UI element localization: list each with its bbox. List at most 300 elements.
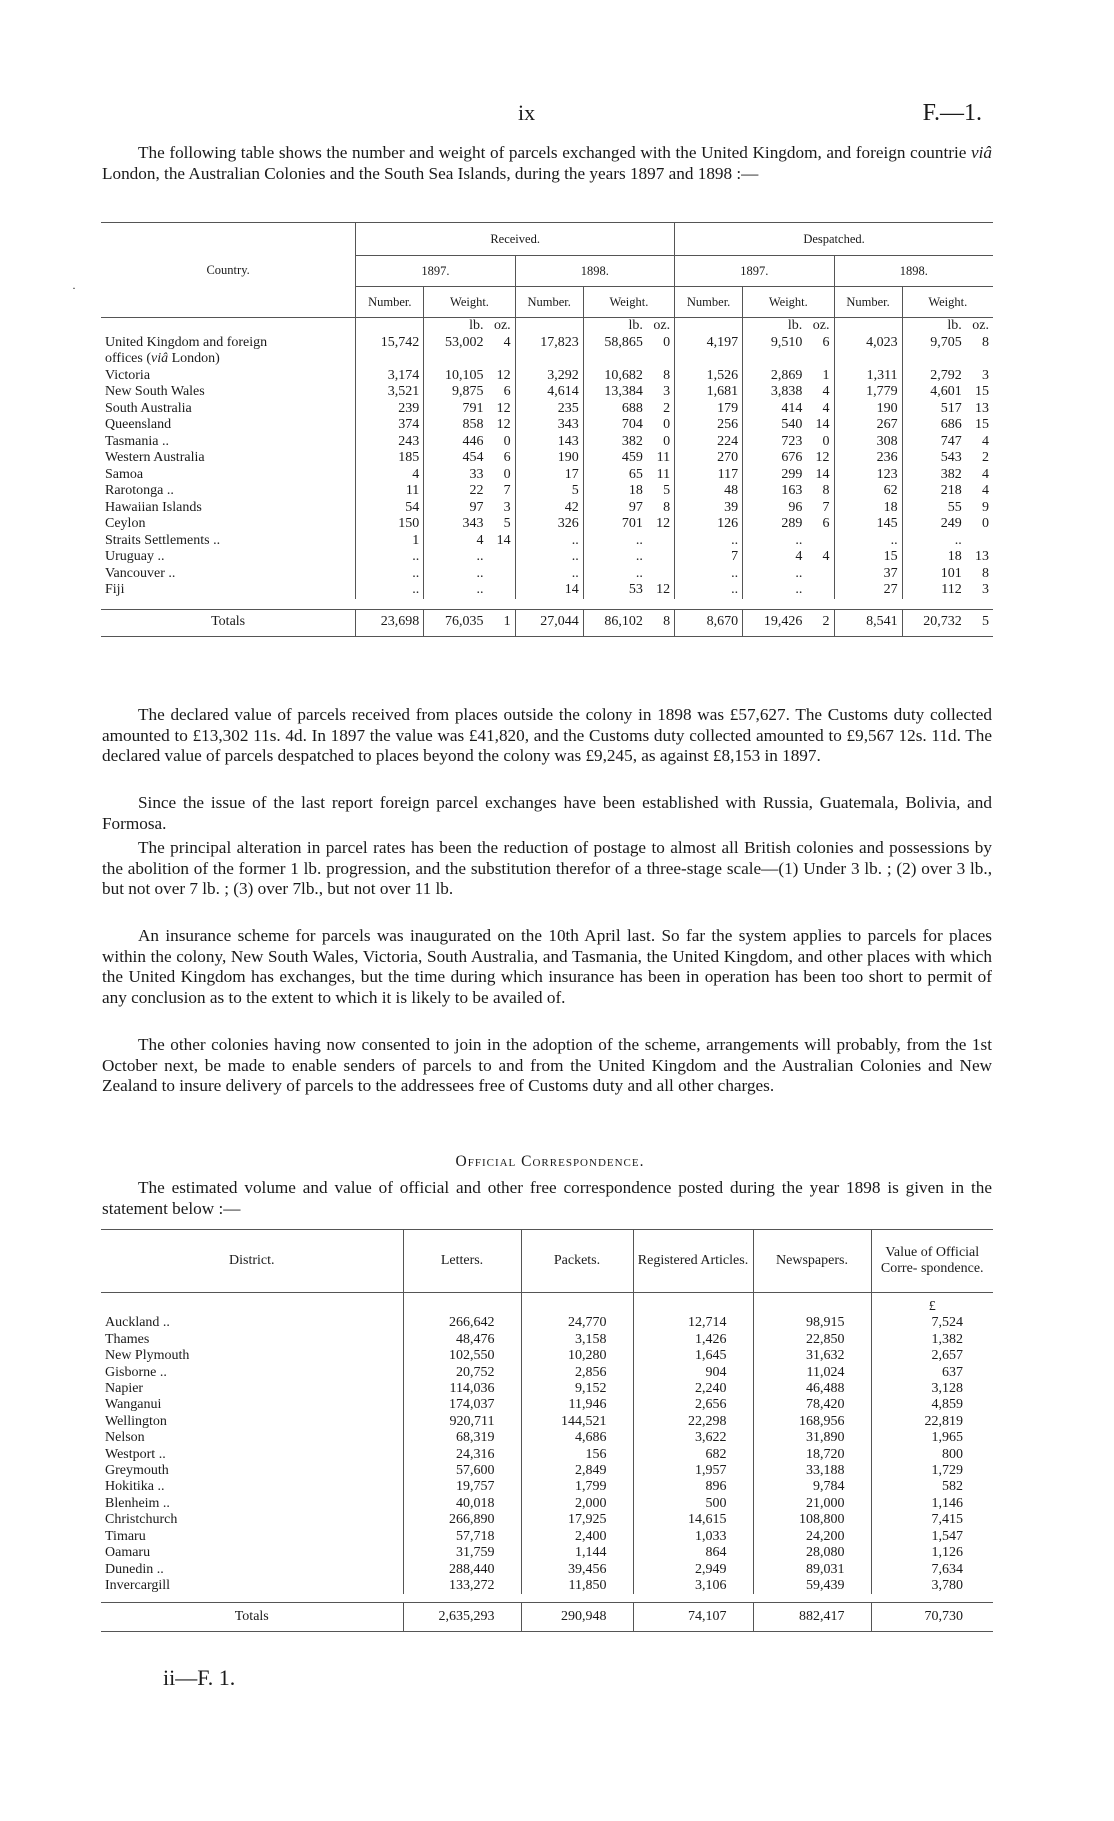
- weight-lb-cell: 382: [583, 434, 647, 451]
- weight-lb-cell: 22: [424, 483, 488, 500]
- packets-cell: 2,856: [521, 1365, 633, 1381]
- weight-oz-cell: 14: [496, 532, 511, 548]
- number-cell: ..: [515, 566, 583, 583]
- table-row: [101, 1545, 993, 1561]
- weight-oz-cell: 2: [982, 450, 989, 465]
- packets-cell: 2,849: [521, 1463, 633, 1479]
- number-cell: 1,779: [834, 384, 902, 401]
- unit-lb: lb.: [902, 318, 966, 335]
- unit-lb: lb.: [743, 318, 807, 335]
- weight-oz-cell: 4: [982, 483, 989, 498]
- paragraph-other-colonies: The other colonies having now consented to join in the adoption of the scheme, arrangements will probably, from the 1st October next, be made to enable senders of parcels to and from the United Kingdom and the Australian Colonies and New Zealand to insure delivery of parcels to the addressees free of Customs duty and all other charges.: [102, 1035, 992, 1096]
- table-row: [101, 434, 993, 451]
- table-row: [101, 1365, 993, 1381]
- value-header: Value of Official Corre- spondence.: [871, 1230, 993, 1293]
- table-row: [101, 566, 993, 583]
- number-cell: 15: [834, 549, 902, 566]
- packets-cell: 9,152: [521, 1381, 633, 1397]
- packets-cell: 10,280: [521, 1348, 633, 1364]
- value-cell: 637: [871, 1365, 993, 1381]
- weight-lb-cell: 459: [583, 450, 647, 467]
- table-row: [101, 1562, 993, 1578]
- value-cell: 1,126: [871, 1545, 993, 1561]
- letters-cell: 57,600: [403, 1463, 521, 1479]
- registered-cell: 22,298: [633, 1414, 753, 1430]
- weight-lb-cell: ..: [902, 533, 966, 550]
- registered-cell: 3,622: [633, 1430, 753, 1446]
- weight-oz-cell: [806, 566, 834, 583]
- number-cell: 4,197: [675, 335, 743, 368]
- unit-oz: oz.: [972, 318, 989, 333]
- weight-lb-cell: 4: [424, 533, 488, 550]
- value-cell: 1,965: [871, 1430, 993, 1446]
- table-row: [101, 368, 993, 385]
- currency-spacer: [521, 1293, 633, 1316]
- weight-lb-cell: 704: [583, 417, 647, 434]
- weight-lb-cell: 343: [424, 516, 488, 533]
- weight-oz-cell: 3: [503, 499, 511, 515]
- number-cell: 256: [675, 417, 743, 434]
- district-name: Blenheim ..: [105, 1495, 170, 1511]
- weight-oz-cell: 4: [982, 433, 989, 449]
- country-label: New South Wales: [105, 384, 205, 399]
- unit-oz: oz.: [493, 318, 511, 333]
- newspapers-cell: 24,200: [753, 1529, 871, 1545]
- number-cell: 243: [356, 434, 424, 451]
- district-name: Wellington: [105, 1413, 167, 1429]
- weight-lb-cell: 676: [743, 450, 807, 467]
- number-cell: 1,311: [834, 368, 902, 385]
- letters-cell: 31,759: [403, 1545, 521, 1561]
- registered-cell: 500: [633, 1496, 753, 1512]
- newspapers-cell: 21,000: [753, 1496, 871, 1512]
- number-cell: ..: [675, 533, 743, 550]
- despatched-header: Despatched.: [675, 223, 993, 256]
- table-row: [101, 1430, 993, 1446]
- number-cell: ..: [515, 549, 583, 566]
- letters-header: Letters.: [403, 1230, 521, 1293]
- number-cell: 126: [675, 516, 743, 533]
- newspapers-cell: 22,850: [753, 1332, 871, 1348]
- table-row: [101, 1348, 993, 1364]
- units-spacer: [101, 318, 356, 335]
- table-row: [101, 549, 993, 566]
- weight-lb-cell: 33: [424, 467, 488, 484]
- newspapers-cell: 11,024: [753, 1365, 871, 1381]
- paragraph-insurance: An insurance scheme for parcels was inaugurated on the 10th April last. So far the system applies to parcels for places within the colony, New South Wales, Victoria, South Australia, and Tasmania, the United Kingdom, and other places with which the United Kingdom has exchanges, but the time during which insurance has been in operation has been too short to permit of any conclusion as to the extent to which it is likely to be availed of.: [102, 926, 992, 1007]
- weight-lb-cell: 446: [424, 434, 488, 451]
- packets-header: Packets.: [521, 1230, 633, 1293]
- weight-lb-cell: 97: [424, 500, 488, 517]
- currency-spacer: [633, 1293, 753, 1316]
- table-row: [101, 450, 993, 467]
- table-row: [101, 1463, 993, 1479]
- number-cell: 123: [834, 467, 902, 484]
- value-cell: 582: [871, 1479, 993, 1495]
- weight-lb-cell: 18: [902, 549, 966, 566]
- value-cell: 3,128: [871, 1381, 993, 1397]
- margin-dot: ·: [72, 281, 76, 295]
- country-label: United Kingdom and foreign: [105, 334, 268, 350]
- number-cell: 270: [675, 450, 743, 467]
- country-label: Queensland: [105, 417, 172, 432]
- weight-header: Weight.: [424, 287, 515, 318]
- number-cell: 185: [356, 450, 424, 467]
- units-number-cell: [834, 318, 902, 335]
- table-row: [101, 1479, 993, 1495]
- number-cell: 3,292: [515, 368, 583, 385]
- number-cell: 1,526: [675, 368, 743, 385]
- registered-cell: 3,106: [633, 1578, 753, 1594]
- weight-oz-cell: 13: [975, 549, 989, 564]
- country-label: Uruguay ..: [105, 549, 165, 564]
- table-row: [101, 1332, 993, 1348]
- district-name: New Plymouth: [105, 1348, 190, 1364]
- number-cell: ..: [675, 566, 743, 583]
- value-cell: 800: [871, 1447, 993, 1463]
- weight-oz-cell: 3: [663, 384, 671, 399]
- value-cell: 2,657: [871, 1348, 993, 1364]
- total-weight-lb-cell: 19,426: [743, 609, 807, 636]
- unit-lb: lb.: [583, 318, 647, 335]
- country-label: Hawaiian Islands: [105, 499, 202, 515]
- newspapers-header: Newspapers.: [753, 1230, 871, 1293]
- number-cell: 190: [515, 450, 583, 467]
- number-cell: 5: [515, 483, 583, 500]
- weight-lb-cell: 382: [902, 467, 966, 484]
- number-cell: 14: [515, 582, 583, 599]
- weight-oz-cell: 7: [503, 483, 511, 498]
- weight-lb-cell: ..: [583, 533, 647, 550]
- weight-oz-cell: 0: [822, 433, 830, 449]
- table-row: [101, 1529, 993, 1545]
- table-row: [101, 1397, 993, 1413]
- weight-oz-cell: 0: [503, 433, 511, 449]
- registered-cell: 12,714: [633, 1315, 753, 1331]
- packets-cell: 144,521: [521, 1414, 633, 1430]
- weight-oz-cell: 12: [815, 450, 830, 465]
- weight-oz-cell: 12: [496, 417, 511, 432]
- totals-row: [101, 609, 993, 636]
- registered-cell: 682: [633, 1447, 753, 1463]
- country-label-line2b: London): [168, 351, 220, 366]
- letters-cell: 102,550: [403, 1348, 521, 1364]
- value-cell: 7,524: [871, 1315, 993, 1331]
- district-name: Christchurch: [105, 1512, 178, 1528]
- number-cell: 1,681: [675, 384, 743, 401]
- weight-oz-cell: 8: [663, 499, 671, 515]
- weight-lb-cell: 53,002: [424, 335, 488, 368]
- registered-cell: 1,645: [633, 1348, 753, 1364]
- spacer-cell: [101, 1594, 993, 1603]
- total-weight-oz-cell: 5: [982, 614, 989, 630]
- number-cell: 190: [834, 401, 902, 418]
- number-cell: 11: [356, 483, 424, 500]
- registered-cell: 1,033: [633, 1529, 753, 1545]
- letters-cell: 68,319: [403, 1430, 521, 1446]
- weight-oz-cell: [966, 533, 993, 550]
- spacer-cell: [101, 599, 993, 610]
- weight-oz-cell: 15: [975, 384, 989, 399]
- weight-lb-cell: 289: [743, 516, 807, 533]
- weight-lb-cell: ..: [424, 566, 488, 583]
- currency-spacer: [403, 1293, 521, 1316]
- weight-oz-cell: 13: [975, 400, 989, 416]
- units-number-cell: [515, 318, 583, 335]
- number-cell: 239: [356, 401, 424, 418]
- number-cell: 326: [515, 516, 583, 533]
- weight-oz-cell: 4: [982, 466, 989, 482]
- weight-oz-cell: 8: [663, 367, 671, 383]
- number-cell: 18: [834, 500, 902, 517]
- country-label: Tasmania ..: [105, 433, 169, 449]
- weight-oz-cell: 0: [663, 417, 671, 432]
- weight-header: Weight.: [902, 287, 993, 318]
- weight-lb-cell: 686: [902, 417, 966, 434]
- number-cell: 224: [675, 434, 743, 451]
- total-number-cell: 8,541: [834, 609, 902, 636]
- weight-lb-cell: ..: [583, 566, 647, 583]
- country-label: Ceylon: [105, 516, 146, 531]
- total-value-cell: 70,730: [871, 1603, 993, 1632]
- weight-oz-cell: 4: [822, 400, 830, 416]
- weight-lb-cell: 4,601: [902, 384, 966, 401]
- packets-cell: 2,400: [521, 1529, 633, 1545]
- intro-paragraph: The following table shows the number and weight of parcels exchanged with the United Kingdom, and foreign countrie viâ London, the Australian Colonies and the South Sea Islands, during the years 1897 and 1898 :—: [102, 143, 992, 183]
- country-name: [101, 582, 356, 599]
- weight-lb-cell: 747: [902, 434, 966, 451]
- weight-lb-cell: ..: [424, 549, 488, 566]
- totals-label: Totals: [211, 614, 246, 630]
- weight-oz-cell: 9: [982, 499, 989, 515]
- district-name: Hokitika ..: [105, 1479, 165, 1495]
- number-cell: ..: [675, 582, 743, 599]
- number-cell: 4,023: [834, 335, 902, 368]
- weight-lb-cell: 2,792: [902, 368, 966, 385]
- number-cell: 236: [834, 450, 902, 467]
- total-weight-oz-cell: 8: [663, 614, 671, 630]
- newspapers-cell: 31,632: [753, 1348, 871, 1364]
- weight-header: Weight.: [743, 287, 834, 318]
- newspapers-cell: 28,080: [753, 1545, 871, 1561]
- newspapers-cell: 168,956: [753, 1414, 871, 1430]
- received-1897-header: 1897.: [356, 256, 515, 287]
- weight-oz-cell: [487, 566, 515, 583]
- parcels-table: [101, 222, 993, 637]
- official-table-body: [101, 1293, 993, 1632]
- letters-cell: 920,711: [403, 1414, 521, 1430]
- weight-oz-cell: 12: [496, 367, 511, 383]
- weight-oz-cell: [487, 549, 515, 566]
- country-label-line2: offices (: [105, 351, 151, 366]
- number-header: Number.: [356, 287, 424, 318]
- weight-oz-cell: 8: [982, 334, 989, 350]
- packets-cell: 2,000: [521, 1496, 633, 1512]
- unit-oz: oz.: [812, 318, 830, 333]
- table-row: [101, 384, 993, 401]
- weight-lb-cell: 58,865: [583, 335, 647, 368]
- weight-lb-cell: 9,875: [424, 384, 488, 401]
- weight-lb-cell: 96: [743, 500, 807, 517]
- weight-oz-cell: 6: [822, 334, 830, 350]
- weight-lb-cell: 2,869: [743, 368, 807, 385]
- packets-cell: 3,158: [521, 1332, 633, 1348]
- paragraph-official-intro: The estimated volume and value of official and other free correspondence posted during the year 1898 is given in the statement below :—: [102, 1178, 992, 1218]
- weight-lb-cell: 517: [902, 401, 966, 418]
- weight-lb-cell: ..: [424, 582, 488, 599]
- country-label: Straits Settlements ..: [105, 532, 221, 548]
- weight-lb-cell: 543: [902, 450, 966, 467]
- total-weight-lb-cell: 86,102: [583, 609, 647, 636]
- weight-oz-cell: [806, 533, 834, 550]
- despatched-1898-header: 1898.: [834, 256, 993, 287]
- packets-cell: 39,456: [521, 1562, 633, 1578]
- packets-cell: 1,799: [521, 1479, 633, 1495]
- unit-lb: lb.: [424, 318, 488, 335]
- table-row: [101, 467, 993, 484]
- number-cell: 4: [356, 467, 424, 484]
- weight-lb-cell: 9,705: [902, 335, 966, 368]
- registered-cell: 2,949: [633, 1562, 753, 1578]
- number-cell: 27: [834, 582, 902, 599]
- weight-lb-cell: 65: [583, 467, 647, 484]
- weight-lb-cell: 858: [424, 417, 488, 434]
- registered-cell: 2,656: [633, 1397, 753, 1413]
- number-cell: 145: [834, 516, 902, 533]
- country-name: [101, 566, 356, 583]
- country-header: Country.: [101, 223, 356, 318]
- number-cell: 15,742: [356, 335, 424, 368]
- page-number: ix: [518, 100, 536, 125]
- number-cell: 179: [675, 401, 743, 418]
- currency-symbol: £: [871, 1293, 993, 1316]
- registered-header: Registered Articles.: [633, 1230, 753, 1293]
- table-row: [101, 516, 993, 533]
- registered-cell: 896: [633, 1479, 753, 1495]
- total-newspapers-cell: 882,417: [753, 1603, 871, 1632]
- registered-cell: 2,240: [633, 1381, 753, 1397]
- number-cell: 343: [515, 417, 583, 434]
- weight-lb-cell: 9,510: [743, 335, 807, 368]
- total-letters-cell: 2,635,293: [403, 1603, 521, 1632]
- newspapers-cell: 9,784: [753, 1479, 871, 1495]
- registered-cell: 1,426: [633, 1332, 753, 1348]
- value-cell: 1,547: [871, 1529, 993, 1545]
- number-cell: ..: [515, 533, 583, 550]
- country-name: [101, 483, 356, 500]
- table-row: [101, 1381, 993, 1397]
- district-name: Timaru: [105, 1528, 146, 1544]
- weight-lb-cell: 791: [424, 401, 488, 418]
- district-header: District.: [229, 1252, 275, 1268]
- weight-oz-cell: 4: [503, 334, 511, 350]
- district-name: Oamaru: [105, 1545, 151, 1561]
- value-cell: 7,634: [871, 1562, 993, 1578]
- newspapers-cell: 46,488: [753, 1381, 871, 1397]
- district-name: Invercargill: [105, 1577, 171, 1593]
- total-number-cell: 8,670: [675, 609, 743, 636]
- country-name: [101, 516, 356, 533]
- number-cell: 39: [675, 500, 743, 517]
- weight-oz-cell: 3: [982, 367, 989, 383]
- packets-cell: 4,686: [521, 1430, 633, 1446]
- paragraph-declared-value: The declared value of parcels received from places outside the colony in 1898 was £57,627. The Customs duty collected amounted to £13,302 11s. 4d. In 1897 the value was £41,820, and the Customs duty collected amounted to £9,567 12s. 11d. The declared value of parcels despatched to places beyond the colony was £9,245, as against £8,153 in 1897.: [102, 705, 992, 766]
- weight-lb-cell: ..: [583, 549, 647, 566]
- table-row: [101, 1512, 993, 1528]
- table-row: [101, 1496, 993, 1512]
- country-name: [101, 368, 356, 385]
- table-row: [101, 483, 993, 500]
- weight-oz-cell: 4: [822, 384, 830, 399]
- weight-oz-cell: 11: [656, 450, 671, 465]
- number-cell: 374: [356, 417, 424, 434]
- weight-oz-cell: 0: [663, 334, 671, 350]
- weight-oz-cell: 5: [663, 483, 671, 498]
- table-row: [101, 1447, 993, 1463]
- value-cell: 1,146: [871, 1496, 993, 1512]
- number-cell: 42: [515, 500, 583, 517]
- number-cell: ..: [356, 582, 424, 599]
- weight-oz-cell: 0: [503, 466, 511, 482]
- newspapers-cell: 31,890: [753, 1430, 871, 1446]
- letters-cell: 288,440: [403, 1562, 521, 1578]
- number-cell: ..: [834, 533, 902, 550]
- totals-label: Totals: [234, 1609, 269, 1625]
- weight-lb-cell: 540: [743, 417, 807, 434]
- letters-cell: 57,718: [403, 1529, 521, 1545]
- number-cell: 48: [675, 483, 743, 500]
- weight-oz-cell: 12: [656, 516, 671, 531]
- newspapers-cell: 89,031: [753, 1562, 871, 1578]
- weight-lb-cell: 218: [902, 483, 966, 500]
- district-name: Thames: [105, 1331, 150, 1347]
- total-registered-cell: 74,107: [633, 1603, 753, 1632]
- packets-cell: 1,144: [521, 1545, 633, 1561]
- weight-oz-cell: [647, 549, 675, 566]
- number-cell: ..: [356, 549, 424, 566]
- currency-spacer: [101, 1293, 403, 1316]
- weight-lb-cell: ..: [743, 566, 807, 583]
- country-name: [101, 533, 356, 550]
- table-row: [101, 401, 993, 418]
- letters-cell: 114,036: [403, 1381, 521, 1397]
- country-name: [101, 401, 356, 418]
- district-name: Wanganui: [105, 1397, 162, 1413]
- letters-cell: 40,018: [403, 1496, 521, 1512]
- weight-lb-cell: 4: [743, 549, 807, 566]
- value-cell: 1,382: [871, 1332, 993, 1348]
- total-weight-lb-cell: 76,035: [424, 609, 488, 636]
- weight-oz-cell: 12: [656, 582, 671, 597]
- letters-cell: 24,316: [403, 1447, 521, 1463]
- number-cell: 308: [834, 434, 902, 451]
- weight-lb-cell: 414: [743, 401, 807, 418]
- registered-cell: 1,957: [633, 1463, 753, 1479]
- footer-signature: ii—F. 1.: [163, 1665, 236, 1690]
- currency-spacer: [753, 1293, 871, 1316]
- weight-oz-cell: 14: [815, 417, 830, 432]
- registered-cell: 864: [633, 1545, 753, 1561]
- official-correspondence-table: [101, 1229, 993, 1632]
- country-label: Vancouver ..: [105, 565, 176, 581]
- newspapers-cell: 33,188: [753, 1463, 871, 1479]
- weight-oz-cell: 11: [656, 466, 671, 482]
- total-weight-oz-cell: 1: [503, 614, 511, 630]
- document-reference: F.—1.: [922, 100, 982, 126]
- newspapers-cell: 98,915: [753, 1315, 871, 1331]
- total-weight-lb-cell: 20,732: [902, 609, 966, 636]
- number-cell: 37: [834, 566, 902, 583]
